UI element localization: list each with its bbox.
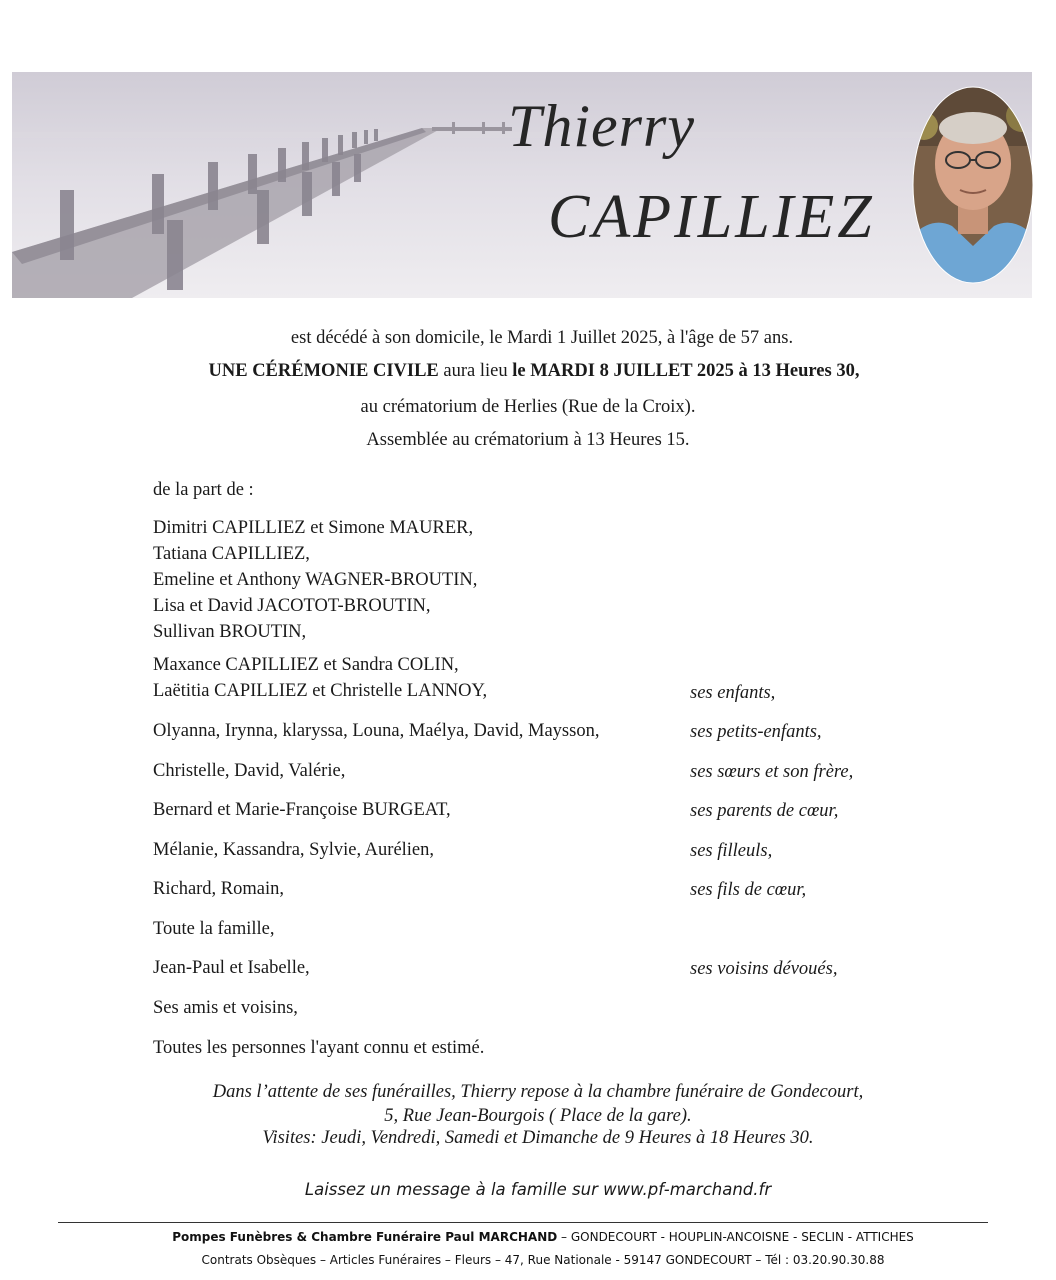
- relation-label: ses enfants,: [690, 683, 776, 703]
- family-name-line: Tatiana CAPILLIEZ,: [153, 544, 310, 564]
- company-name: Pompes Funèbres & Chambre Funéraire Paul MARCHAND: [172, 1230, 558, 1244]
- relation-label: ses petits-enfants,: [690, 722, 822, 742]
- ceremony-date: le MARDI 8 JUILLET 2025 à 13 Heures 30,: [512, 361, 860, 381]
- ceremony-line: [6, 361, 1056, 382]
- family-name-line: Ses amis et voisins,: [153, 998, 298, 1018]
- family-name-line: Toute la famille,: [153, 919, 275, 939]
- footer-company-line: [0, 1230, 1056, 1244]
- family-name-line: Christelle, David, Valérie,: [153, 761, 346, 781]
- visiting-hours: Visites: Jeudi, Vendredi, Samedi et Dimanche de 9 Heures à 18 Heures 30.: [262, 1128, 814, 1148]
- family-name-line: Laëtitia CAPILLIEZ et Christelle LANNOY,: [153, 681, 488, 701]
- guestbook-message: Laissez un message à la famille sur www.pf-marchand.fr: [304, 1180, 772, 1199]
- funeral-home-line: Dans l’attente de ses funérailles, Thierry repose à la chambre funéraire de Gondecourt,: [212, 1082, 864, 1102]
- family-name-line: Olyanna, Irynna, klaryssa, Louna, Maélya, David, Maysson,: [153, 721, 600, 741]
- ceremony-type: UNE CÉRÉMONIE CIVILE: [208, 361, 439, 381]
- company-locations: – GONDECOURT - HOUPLIN-ANCOISNE - SECLIN - ATTICHES: [557, 1230, 914, 1244]
- family-name-line: Toutes les personnes l'ayant connu et estimé.: [153, 1038, 485, 1058]
- family-name-line: Bernard et Marie-Françoise BURGEAT,: [153, 800, 451, 820]
- footer-divider: [58, 1222, 988, 1223]
- footer-contact-line: Contrats Obsèques – Articles Funéraires – Fleurs – 47, Rue Nationale - 59147 GONDECOURT – Tél : 03.20.90.30.88: [201, 1253, 885, 1267]
- family-intro: de la part de :: [153, 480, 254, 500]
- family-name-line: Lisa et David JACOTOT-BROUTIN,: [153, 596, 431, 616]
- portrait-photo: [912, 86, 1034, 284]
- death-announcement: est décédé à son domicile, le Mardi 1 Juillet 2025, à l'âge de 57 ans.: [290, 328, 794, 348]
- family-name-line: Sullivan BROUTIN,: [153, 622, 307, 642]
- deceased-first-name: Thierry: [508, 93, 695, 159]
- assembly-time: Assemblée au crématorium à 13 Heures 15.: [366, 430, 690, 450]
- relation-label: ses sœurs et son frère,: [690, 762, 854, 782]
- relation-label: ses filleuls,: [690, 841, 773, 861]
- relation-label: ses voisins dévoués,: [690, 959, 838, 979]
- relation-label: ses fils de cœur,: [690, 880, 807, 900]
- family-name-line: Emeline et Anthony WAGNER-BROUTIN,: [153, 570, 478, 590]
- deceased-last-name: CAPILLIEZ: [548, 183, 875, 251]
- funeral-home-address: 5, Rue Jean-Bourgois ( Place de la gare).: [384, 1106, 692, 1126]
- family-name-line: Dimitri CAPILLIEZ et Simone MAURER,: [153, 518, 474, 538]
- relation-label: ses parents de cœur,: [690, 801, 839, 821]
- family-name-line: Jean-Paul et Isabelle,: [153, 958, 310, 978]
- family-name-line: Richard, Romain,: [153, 879, 285, 899]
- ceremony-connector: aura lieu: [438, 361, 513, 381]
- family-name-line: Mélanie, Kassandra, Sylvie, Aurélien,: [153, 840, 435, 860]
- family-name-line: Maxance CAPILLIEZ et Sandra COLIN,: [153, 655, 459, 675]
- ceremony-location: au crématorium de Herlies (Rue de la Croix).: [360, 397, 696, 417]
